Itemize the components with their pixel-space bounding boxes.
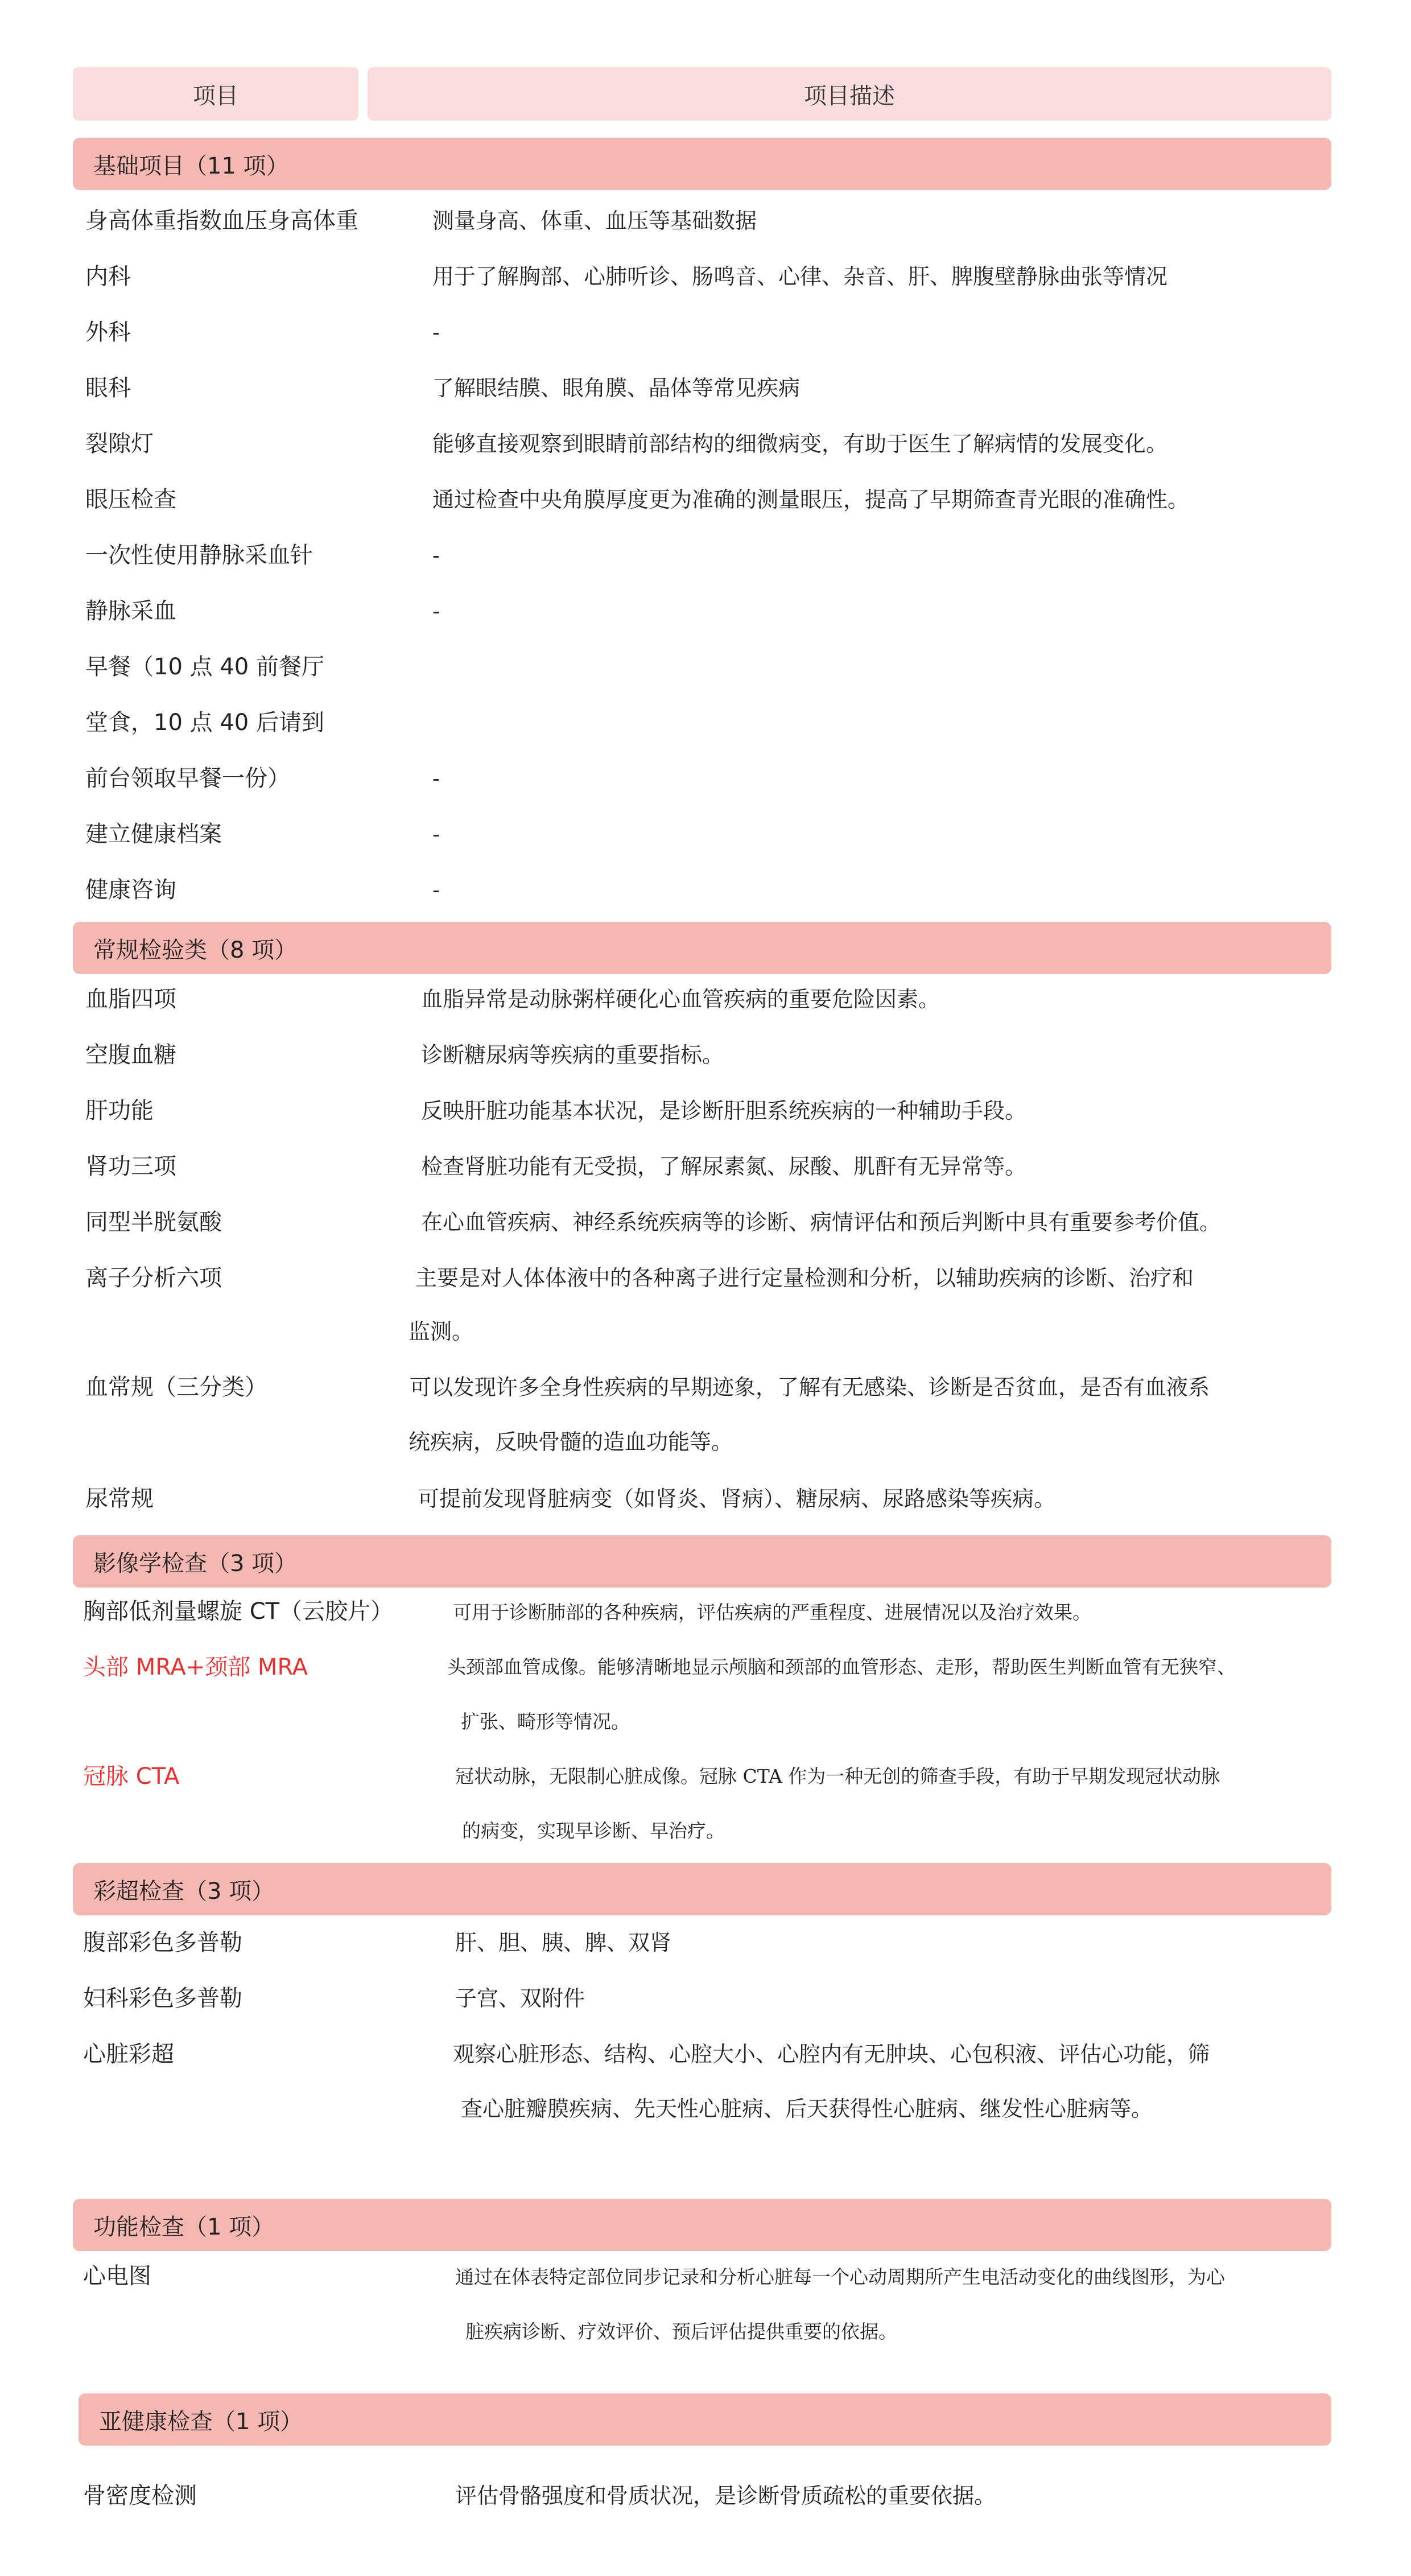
item-name: 一次性使用静脉采血针 [85, 542, 313, 568]
item-desc: 可用于诊断肺部的各种疾病，评估疾病的严重程度、进展情况以及治疗效果。 [453, 1601, 1091, 1623]
header-item: 项目 [73, 67, 358, 121]
item-name: 裂隙灯 [85, 431, 154, 457]
section-function-header: 功能检查（1 项） [73, 2199, 1331, 2251]
item-name: 眼科 [85, 375, 131, 401]
item-name: 骨密度检测 [83, 2483, 197, 2509]
item-desc: - [432, 320, 440, 345]
section-subhealth-header: 亚健康检查（1 项） [79, 2393, 1331, 2446]
item-desc-continued: 扩张、畸形等情况。 [461, 1711, 630, 1733]
item-desc: 在心血管疾病、神经系统疾病等的诊断、病情评估和预后判断中具有重要参考价值。 [421, 1210, 1222, 1235]
item-name: 堂食，10 点 40 后请到 [85, 710, 324, 736]
item-name: 眼压检查 [85, 487, 176, 513]
item-desc: 冠状动脉，无限制心脏成像。冠脉 CTA 作为一种无创的筛查手段，有助于早期发现冠状动脉 [455, 1765, 1220, 1787]
item-name: 前台领取早餐一份） [85, 765, 290, 792]
item-name: 空腹血糖 [85, 1042, 176, 1068]
item-desc-continued: 统疾病，反映骨髓的造血功能等。 [409, 1429, 733, 1454]
item-name: 胸部低剂量螺旋 CT（云胶片） [83, 1598, 394, 1625]
item-desc: 了解眼结膜、眼角膜、晶体等常见疾病 [432, 376, 801, 401]
item-desc: 反映肝脏功能基本状况，是诊断肝胆系统疾病的一种辅助手段。 [421, 1098, 1027, 1123]
section-ultrasound-header: 彩超检查（3 项） [73, 1863, 1331, 1915]
item-desc: 观察心脏形态、结构、心腔大小、心腔内有无肿块、心包积液、评估心功能，筛 [453, 2042, 1210, 2067]
item-name: 尿常规 [85, 1486, 154, 1512]
item-name: 早餐（10 点 40 前餐厅 [85, 654, 324, 680]
item-desc: 通过在体表特定部位同步记录和分析心脏每一个心动周期所产生电活动变化的曲线图形，为心 [455, 2266, 1225, 2288]
item-name: 外科 [85, 319, 131, 345]
item-desc: - [432, 543, 440, 568]
item-name: 健康咨询 [85, 877, 176, 903]
item-name: 离子分析六项 [85, 1265, 222, 1291]
item-name: 头部 MRA+颈部 MRA [83, 1654, 308, 1680]
item-desc: - [432, 599, 440, 624]
header-description: 项目描述 [368, 67, 1331, 121]
item-desc-continued: 的病变，实现早诊断、早治疗。 [462, 1820, 725, 1842]
item-desc: - [432, 877, 440, 902]
item-name: 身高体重指数血压身高体重 [85, 208, 358, 234]
item-name: 静脉采血 [85, 598, 176, 624]
item-name: 同型半胱氨酸 [85, 1209, 222, 1235]
item-desc: 检查肾脏功能有无受损，了解尿素氮、尿酸、肌酐有无异常等。 [421, 1154, 1027, 1179]
item-desc: 子宫、双附件 [455, 1986, 585, 2011]
item-desc-continued: 查心脏瓣膜疾病、先天性心脏病、后天获得性心脏病、继发性心脏病等。 [461, 2096, 1153, 2121]
item-name: 妇科彩色多普勒 [83, 1985, 242, 2012]
item-name: 心脏彩超 [83, 2041, 174, 2067]
item-name: 肝功能 [85, 1098, 154, 1124]
item-name: 肾功三项 [85, 1153, 176, 1180]
item-name: 血常规（三分类） [85, 1374, 267, 1400]
item-desc-continued: 监测。 [409, 1319, 474, 1344]
item-desc: 用于了解胸部、心肺听诊、肠鸣音、心律、杂音、肝、脾腹壁静脉曲张等情况 [432, 264, 1168, 289]
item-desc: 测量身高、体重、血压等基础数据 [432, 208, 757, 233]
item-desc: 可以发现许多全身性疾病的早期迹象，了解有无感染、诊断是否贫血，是否有血液系 [410, 1375, 1210, 1400]
item-desc: 血脂异常是动脉粥样硬化心血管疾病的重要危险因素。 [421, 987, 940, 1012]
section-imaging-header: 影像学检查（3 项） [73, 1535, 1331, 1588]
section-basic-header: 基础项目（11 项） [73, 138, 1331, 190]
item-desc: 可提前发现肾脏病变（如肾炎、肾病）、糖尿病、尿路感染等疾病。 [418, 1486, 1056, 1511]
item-name: 冠脉 CTA [83, 1763, 180, 1790]
section-lab-header: 常规检验类（8 项） [73, 922, 1331, 974]
item-desc: 能够直接观察到眼睛前部结构的细微病变，有助于医生了解病情的发展变化。 [432, 431, 1168, 456]
item-desc: - [432, 822, 440, 847]
item-desc: 头颈部血管成像。能够清晰地显示颅脑和颈部的血管形态、走形，帮助医生判断血管有无狭窄、 [447, 1656, 1236, 1678]
item-desc: 诊断糖尿病等疾病的重要指标。 [421, 1042, 724, 1068]
item-desc: 主要是对人体体液中的各种离子进行定量检测和分析，以辅助疾病的诊断、治疗和 [415, 1266, 1194, 1291]
item-desc: 通过检查中央角膜厚度更为准确的测量眼压，提高了早期筛查青光眼的准确性。 [432, 487, 1190, 512]
item-name: 建立健康档案 [85, 821, 222, 847]
item-desc: 评估骨骼强度和骨质状况，是诊断骨质疏松的重要依据。 [455, 2483, 996, 2508]
item-name: 腹部彩色多普勒 [83, 1930, 242, 1956]
item-name: 血脂四项 [85, 986, 176, 1012]
item-name: 内科 [85, 263, 131, 290]
item-desc: 肝、胆、胰、脾、双肾 [455, 1930, 672, 1955]
item-desc-continued: 脏疾病诊断、疗效评价、预后评估提供重要的依据。 [465, 2321, 897, 2343]
item-name: 心电图 [83, 2263, 151, 2289]
item-desc: - [432, 766, 440, 791]
